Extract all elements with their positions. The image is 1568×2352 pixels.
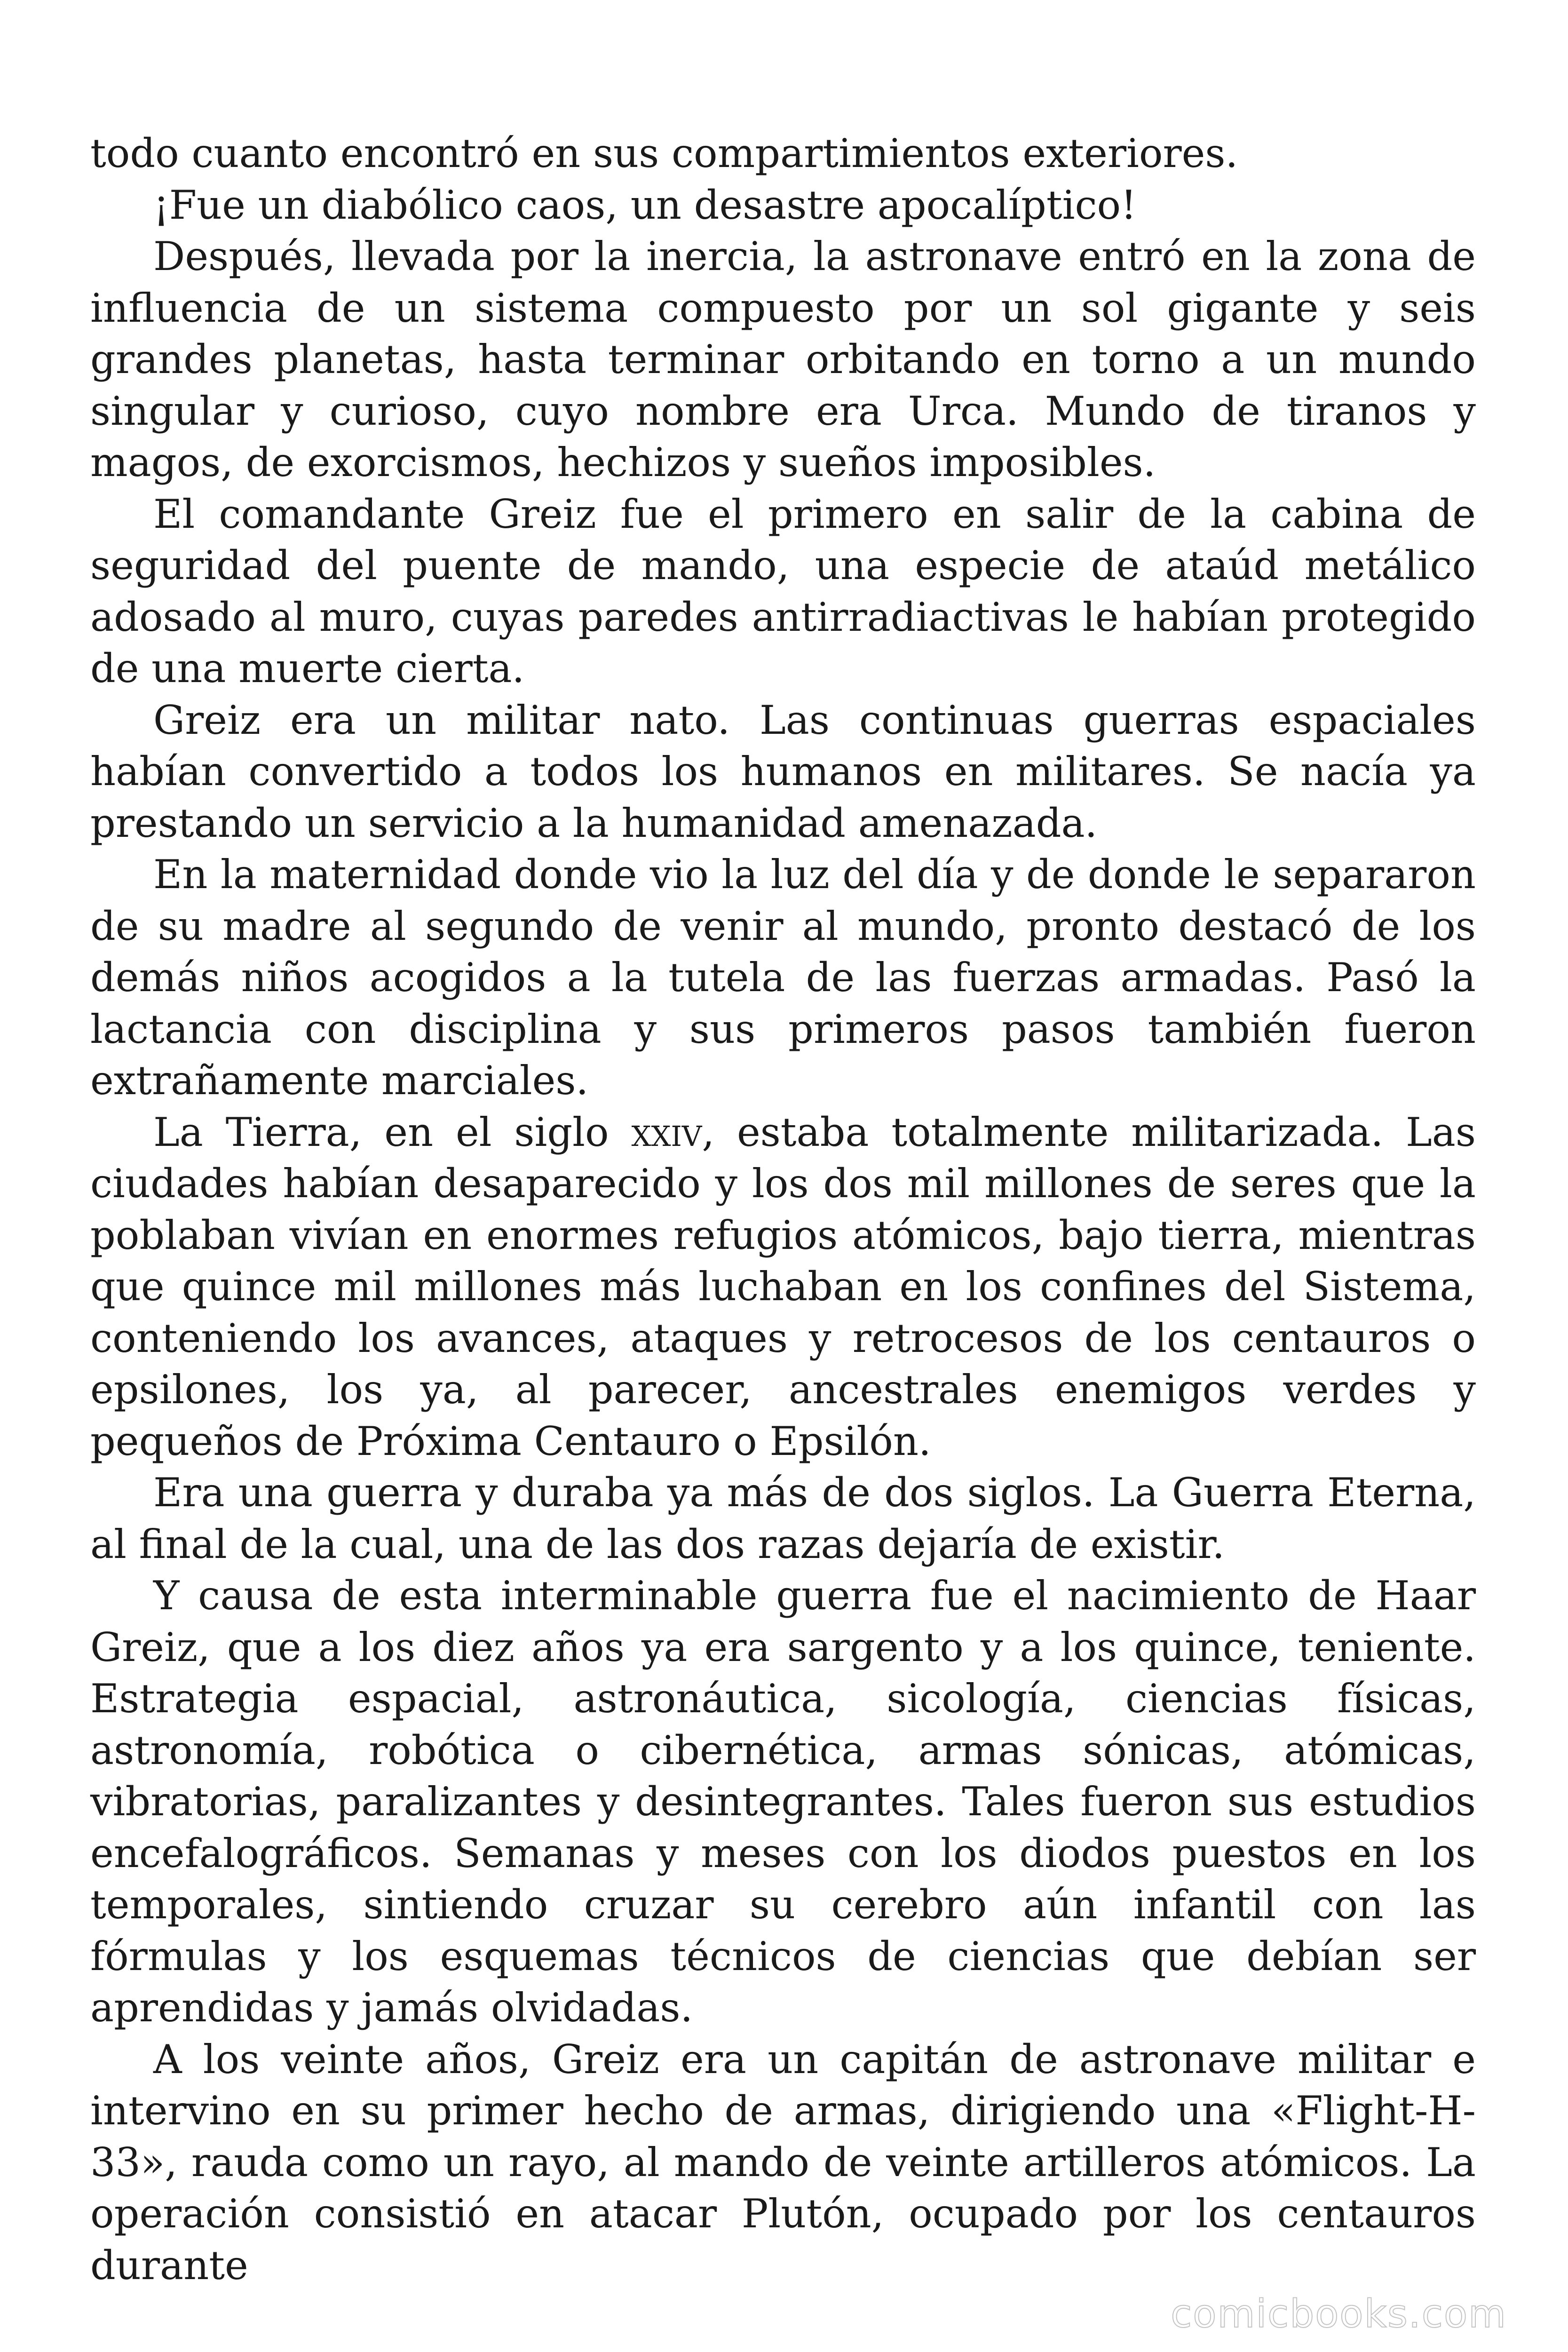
paragraph-9: Y causa de esta interminable guerra fue el nacimiento de Haar Greiz, que a los diez años ya era sargento y a los quince, teniente. Estrategia espacial, astronáutica, sicología, ciencias físicas, astronomía, robótica o cibernética, armas sónicas, atómicas, vibratorias, paralizantes y desintegrantes. Tales fueron sus estudios encefalográficos. Semanas y meses con los diodos puestos en los temporales, sintiendo cruzar su cerebro aún infantil con las fórmulas y los esquemas técnicos de ciencias que debían ser aprendidas y jamás olvidadas. bbox=[90, 1573, 1476, 2031]
paragraph-4: El comandante Greiz fue el primero en salir de la cabina de seguridad del puente de mando, una especie de ataúd metálico adosado al muro, cuyas paredes antirradiactivas le habían protegido de una muerte cierta. bbox=[90, 491, 1476, 691]
paragraph-6: En la maternidad donde vio la luz del día y de donde le separaron de su madre al segundo de venir al mundo, pronto destacó de los demás niños acogidos a la tutela de las fuerzas armadas. Pasó la lactancia con disciplina y sus primeros pasos también fueron extrañamente marciales. bbox=[90, 851, 1476, 1104]
paragraph-7 bbox=[90, 1107, 1476, 1468]
paragraph-7-start: La Tierra, en el siglo bbox=[153, 1109, 632, 1155]
paragraph-5: Greiz era un militar nato. Las continuas guerras espaciales habían convertido a todos los humanos en militares. Se nacía ya prestando un servicio a la humanidad amenazada. bbox=[90, 697, 1476, 846]
watermark-text: comicbooks.com bbox=[1171, 2292, 1507, 2336]
body-text bbox=[90, 128, 1476, 2291]
paragraph-1: todo cuanto encontró en sus compartimientos exteriores. bbox=[90, 130, 1238, 176]
paragraph-7-end: , estaba totalmente militarizada. Las ciudades habían desaparecido y los dos mil millones de seres que la poblaban vivían en enormes refugios atómicos, bajo tierra, mientras que quince mil millones más luchaban en los confines del Sistema, conteniendo los avances, ataques y retrocesos de los centauros o epsilones, los ya, al parecer, ancestrales enemigos verdes y pequeños de Próxima Centauro o Epsilón. bbox=[90, 1109, 1476, 1464]
paragraph-2: ¡Fue un diabólico caos, un desastre apocalíptico! bbox=[153, 182, 1137, 228]
paragraph-3: Después, llevada por la inercia, la astronave entró en la zona de influencia de un sistema compuesto por un sol gigante y seis grandes planetas, hasta terminar orbitando en torno a un mundo singular y curioso, cuyo nombre era Urca. Mundo de tiranos y magos, de exorcismos, hechizos y sueños imposibles. bbox=[90, 233, 1476, 485]
century-numeral: xxiv bbox=[631, 1109, 702, 1155]
paragraph-10: A los veinte años, Greiz era un capitán de astronave militar e intervino en su primer hecho de armas, dirigiendo una «Flight-H-33», rauda como un rayo, al mando de veinte artilleros atómicos. La operación consistió en atacar Plutón, ocupado por los centauros durante bbox=[90, 2036, 1476, 2288]
paragraph-8: Era una guerra y duraba ya más de dos siglos. La Guerra Eterna, al final de la cual, una de las dos razas dejaría de existir. bbox=[90, 1470, 1476, 1567]
